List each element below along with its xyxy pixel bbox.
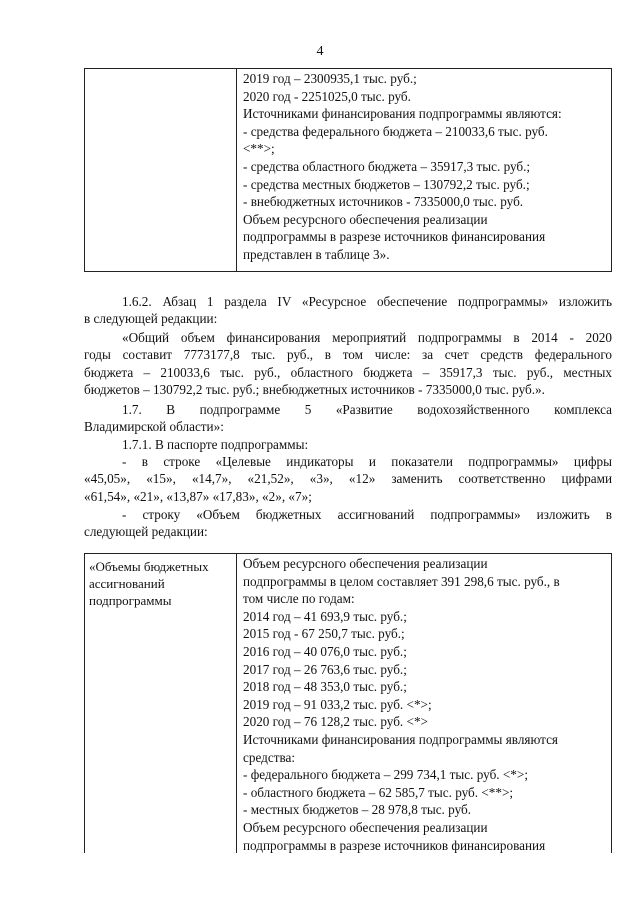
table-line: Объем ресурсного обеспечения реализации — [243, 211, 488, 227]
table-line: - федерального бюджета – 299 734,1 тыс. руб. <*>; — [243, 767, 529, 783]
table-line: 2019 год – 91 033,2 тыс. руб. <*>; — [243, 696, 432, 712]
paragraph-line: - строку «Объем бюджетных ассигнований подпрограммы» изложить в — [122, 507, 612, 522]
table-line: 2014 год – 41 693,9 тыс. руб.; — [243, 608, 407, 624]
paragraph-quote — [84, 329, 612, 399]
paragraph-line: 1.7. В подпрограмме 5 «Развитие водохозяйственного комплекса — [122, 402, 612, 417]
table-right-cell — [237, 69, 611, 271]
paragraph-line: «45,05», «15», «14,7», «21,52», «3», «12» заменить соответственно цифрами — [84, 471, 612, 487]
table-right-cell — [237, 554, 611, 853]
table-line: 2018 год – 48 353,0 тыс. руб.; — [243, 679, 407, 695]
table-line: подпрограммы в разрезе источников финансирования — [243, 837, 546, 853]
table-line: - внебюджетных источников - 7335000,0 тыс. руб. — [243, 194, 524, 210]
table-line: 2020 год - 2251025,0 тыс. руб. — [243, 88, 411, 104]
table-line: 2020 год – 76 128,2 тыс. руб. <*> — [243, 714, 428, 730]
table-line: Источниками финансирования подпрограммы являются — [243, 731, 558, 747]
paragraph-line: бюджетов – 130792,2 тыс. руб.; внебюджетных источников - 7335000,0 тыс. руб.». — [84, 382, 545, 398]
paragraph-line: бюджета – 210033,6 тыс. руб., областного бюджета – 35917,3 тыс. руб., местных — [84, 364, 612, 380]
table-left-cell — [85, 554, 237, 853]
paragraph-1-7 — [84, 401, 612, 436]
table-line: средства: — [243, 749, 296, 765]
table-line: Объем ресурсного обеспечения реализации — [243, 556, 488, 571]
paragraph-line: 1.6.2. Абзац 1 раздела IV «Ресурсное обеспечение подпрограммы» изложить — [122, 294, 612, 309]
table-line: - средства федерального бюджета – 210033,6 тыс. руб. — [243, 123, 548, 139]
table-line: <**>; — [243, 141, 275, 157]
table-line: Объем ресурсного обеспечения реализации — [243, 819, 488, 835]
table-line: подпрограммы — [89, 593, 172, 608]
paragraph-line: в следующей редакции: — [84, 311, 218, 327]
paragraph-indicators — [84, 453, 612, 505]
paragraph-1-7-1 — [84, 436, 612, 453]
paragraph-line: «61,54», «21», «13,87» «17,83», «2», «7»; — [84, 488, 312, 504]
table-line: 2015 год - 67 250,7 тыс. руб.; — [243, 626, 405, 642]
table-line: подпрограммы в целом составляет 391 298,6 тыс. руб., в — [243, 573, 560, 589]
table-line: - средства местных бюджетов – 130792,2 тыс. руб.; — [243, 176, 530, 192]
table-line: представлен в таблице 3». — [243, 246, 390, 262]
paragraph-budget — [84, 506, 612, 541]
table-line: 2017 год – 26 763,6 тыс. руб.; — [243, 661, 407, 677]
paragraph-line: годы составит 7773177,8 тыс. руб., в том числе: за счет средств федерального — [84, 347, 612, 363]
table-line: ассигнований — [89, 576, 165, 591]
table-line: том числе по годам: — [243, 591, 355, 607]
table-line: подпрограммы в разрезе источников финансирования — [243, 229, 546, 245]
passport-table-continuation — [84, 68, 612, 272]
budget-allocation-table — [84, 553, 612, 853]
table-line: Источниками финансирования подпрограммы являются: — [243, 106, 562, 122]
paragraph-line: Владимирской области»: — [84, 419, 224, 435]
paragraph-line: 1.7.1. В паспорте подпрограммы: — [122, 437, 309, 452]
table-line: «Объемы бюджетных — [89, 559, 209, 574]
table-line: 2016 год – 40 076,0 тыс. руб.; — [243, 643, 407, 659]
page-number: 4 — [316, 44, 324, 59]
paragraph-line: - в строке «Целевые индикаторы и показатели подпрограммы» цифры — [122, 454, 612, 469]
paragraph-line: следующей редакции: — [84, 524, 208, 540]
paragraph-line: «Общий объем финансирования мероприятий подпрограммы в 2014 - 2020 — [122, 330, 612, 345]
table-line: - средства областного бюджета – 35917,3 тыс. руб.; — [243, 158, 531, 174]
table-line: - областного бюджета – 62 585,7 тыс. руб. <**>; — [243, 784, 514, 800]
paragraph-1-6-2 — [84, 293, 612, 328]
table-line: - местных бюджетов – 28 978,8 тыс. руб. — [243, 802, 471, 818]
table-line: 2019 год – 2300935,1 тыс. руб.; — [243, 71, 417, 86]
table-left-cell-empty — [85, 69, 237, 271]
